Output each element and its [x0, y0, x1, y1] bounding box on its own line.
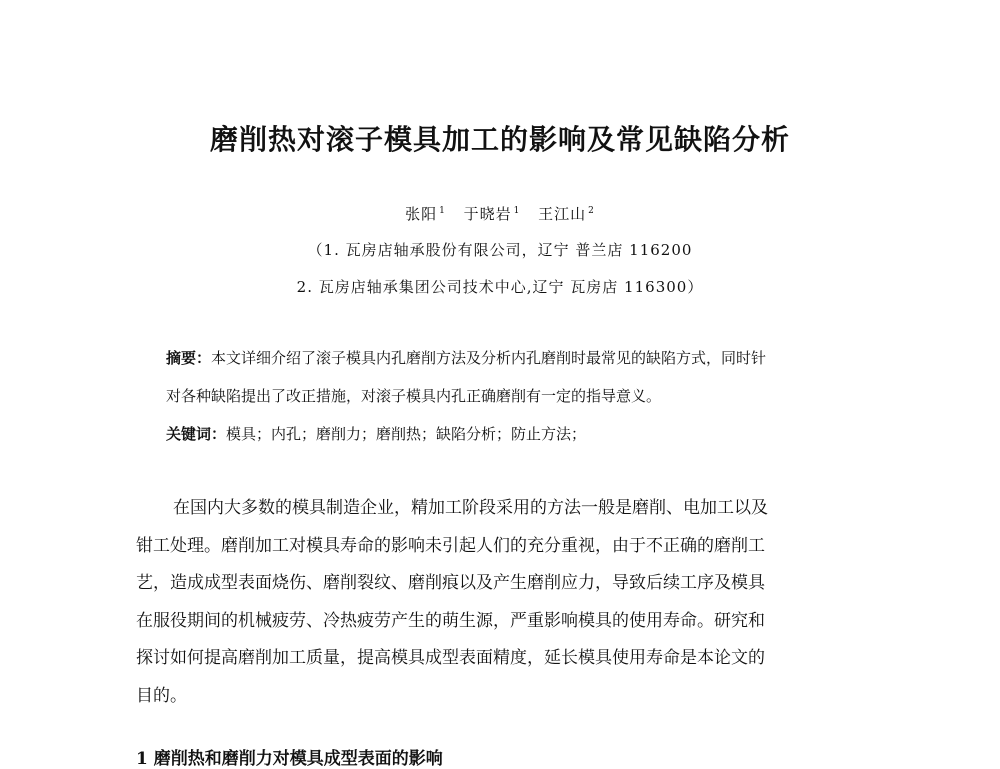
- abstract-line: [166, 340, 866, 376]
- keywords-text: 模具；内孔；磨削力；磨削热；缺陷分析；防止方法；: [226, 425, 587, 443]
- body-line: 在国内大多数的模具制造企业，精加工阶段采用的方法一般是磨削、电加工以及: [173, 498, 768, 518]
- body-line: 钳工处理。磨削加工对模具寿命的影响未引起人们的充分重视，由于不正确的磨削工: [136, 535, 765, 556]
- section-heading: 1 磨削热和磨削力对模具成型表面的影响: [136, 749, 443, 769]
- affiliation-line: 2. 瓦房店轴承集团公司技术中心,辽宁 瓦房店 116300）: [296, 278, 704, 296]
- abstract-line: 对各种缺陷提出了改正措施，对滚子模具内孔正确磨削有一定的指导意义。: [166, 387, 662, 405]
- affiliation-mark: 1: [439, 206, 446, 216]
- abstract-text: 本文详细介绍了滚子模具内孔磨削方法及分析内孔磨削时最常见的缺陷方式，同时针: [211, 349, 767, 367]
- keywords-label: 关键词：: [166, 425, 227, 443]
- abstract-label: 摘要：: [166, 349, 212, 367]
- body-line: 探讨如何提高磨削加工质量，提高模具成型表面精度，延长模具使用寿命是本论文的: [136, 648, 765, 668]
- author-name: 王江山 $^2$: [538, 205, 595, 223]
- body-line: 在服役期间的机械疲劳、冷热疲劳产生的萌生源，严重影响模具的使用寿命。研究和: [136, 610, 765, 631]
- affiliation-line: （1. 瓦房店轴承股份有限公司，辽宁 普兰店 116200: [307, 241, 693, 259]
- affiliation-mark: 1: [513, 206, 521, 216]
- affiliation-mark: 2: [588, 206, 595, 216]
- body-paragraph: [136, 490, 871, 715]
- paper-title: 磨削热对滚子模具加工的影响及常见缺陷分析: [209, 123, 790, 156]
- author-list: [0, 203, 1000, 224]
- keywords-line: [166, 423, 866, 444]
- body-line: 艺，造成成型表面烧伤、磨削裂纹、磨削痕以及产生磨削应力，导致后续工序及模具: [136, 573, 765, 593]
- body-line: 目的。: [136, 685, 187, 706]
- author-name: 于晓岩 $^1$: [463, 205, 521, 223]
- author-name: 张阳 $^1$: [405, 205, 446, 223]
